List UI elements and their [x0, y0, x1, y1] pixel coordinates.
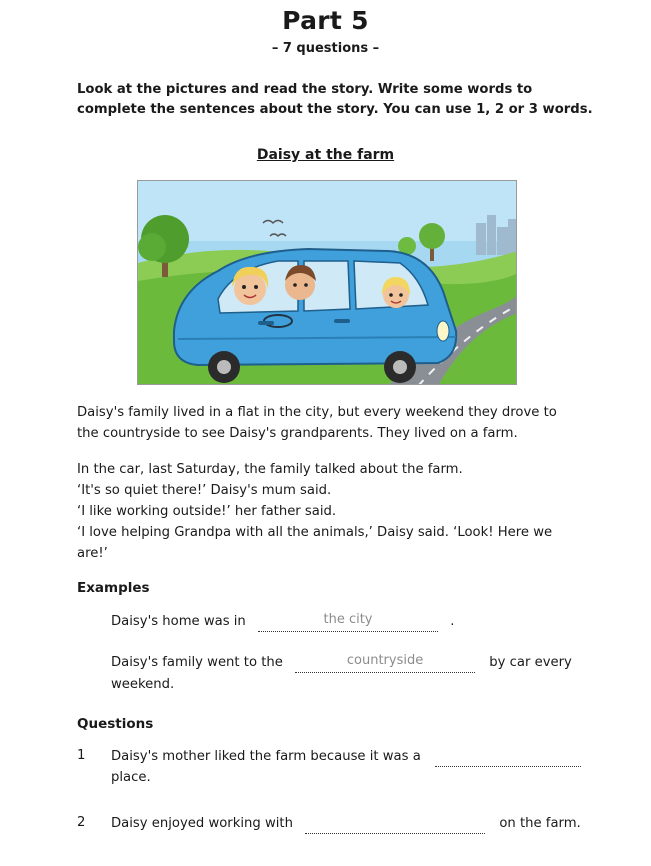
story-p2-line-1: In the car, last Saturday, the family talked about the farm.: [77, 462, 463, 477]
example-1-blank: [258, 612, 438, 632]
question-1-number: 1: [77, 748, 86, 763]
story-p1-line-2: the countryside to see Daisy's grandparents. They lived on a farm.: [77, 426, 518, 441]
instructions-line-2: complete the sentences about the story. You can use 1, 2 or 3 words.: [77, 102, 593, 117]
story-p2-line-2: ‘It's so quiet there!’ Daisy's mum said.: [77, 483, 332, 498]
questions-heading: Questions: [77, 716, 154, 732]
instructions: [77, 80, 597, 120]
question-1: [111, 746, 581, 767]
story-p1-line-1: Daisy's family lived in a flat in the city, but every weekend they drove to: [77, 405, 557, 420]
example-1-end: .: [450, 614, 455, 629]
story-p2-line-3: ‘I like working outside!’ her father said.: [77, 504, 337, 519]
part-subtitle: – 7 questions –: [271, 41, 380, 56]
question-1-line-2: place.: [111, 770, 151, 785]
example-2-blank: [295, 653, 475, 673]
examples-heading: Examples: [77, 580, 150, 596]
example-1-text: Daisy's home was in: [111, 614, 246, 629]
example-2-answer: countryside: [346, 653, 424, 668]
story-paragraph-1: [77, 402, 582, 444]
story-p2-line-4: ‘I love helping Grandpa with all the animals,’ Daisy said. ‘Look! Here we: [77, 525, 553, 540]
story-illustration: [137, 180, 517, 385]
example-2: [111, 652, 572, 673]
question-1-answer-blank[interactable]: [435, 747, 581, 767]
story-title: Daisy at the farm: [256, 147, 395, 163]
instructions-line-1: Look at the pictures and read the story. Write some words to: [77, 82, 533, 97]
family-car-illustration: [138, 181, 517, 385]
example-1-answer: the city: [323, 612, 373, 627]
story-paragraph-2: [77, 459, 582, 564]
question-2-number: 2: [77, 815, 86, 830]
example-1: [111, 611, 454, 632]
question-2: [111, 813, 581, 834]
example-2-text: Daisy's family went to the: [111, 655, 283, 670]
question-1-text: Daisy's mother liked the farm because it was a: [111, 749, 421, 764]
question-2-text-after: on the farm.: [499, 816, 581, 831]
question-2-text: Daisy enjoyed working with: [111, 816, 293, 831]
story-p2-line-5: are!’: [77, 546, 108, 561]
example-2-text-after: by car every: [489, 655, 572, 670]
example-2-line-2: weekend.: [111, 677, 175, 692]
part-title: Part 5: [282, 6, 369, 35]
question-2-answer-blank[interactable]: [305, 814, 485, 834]
